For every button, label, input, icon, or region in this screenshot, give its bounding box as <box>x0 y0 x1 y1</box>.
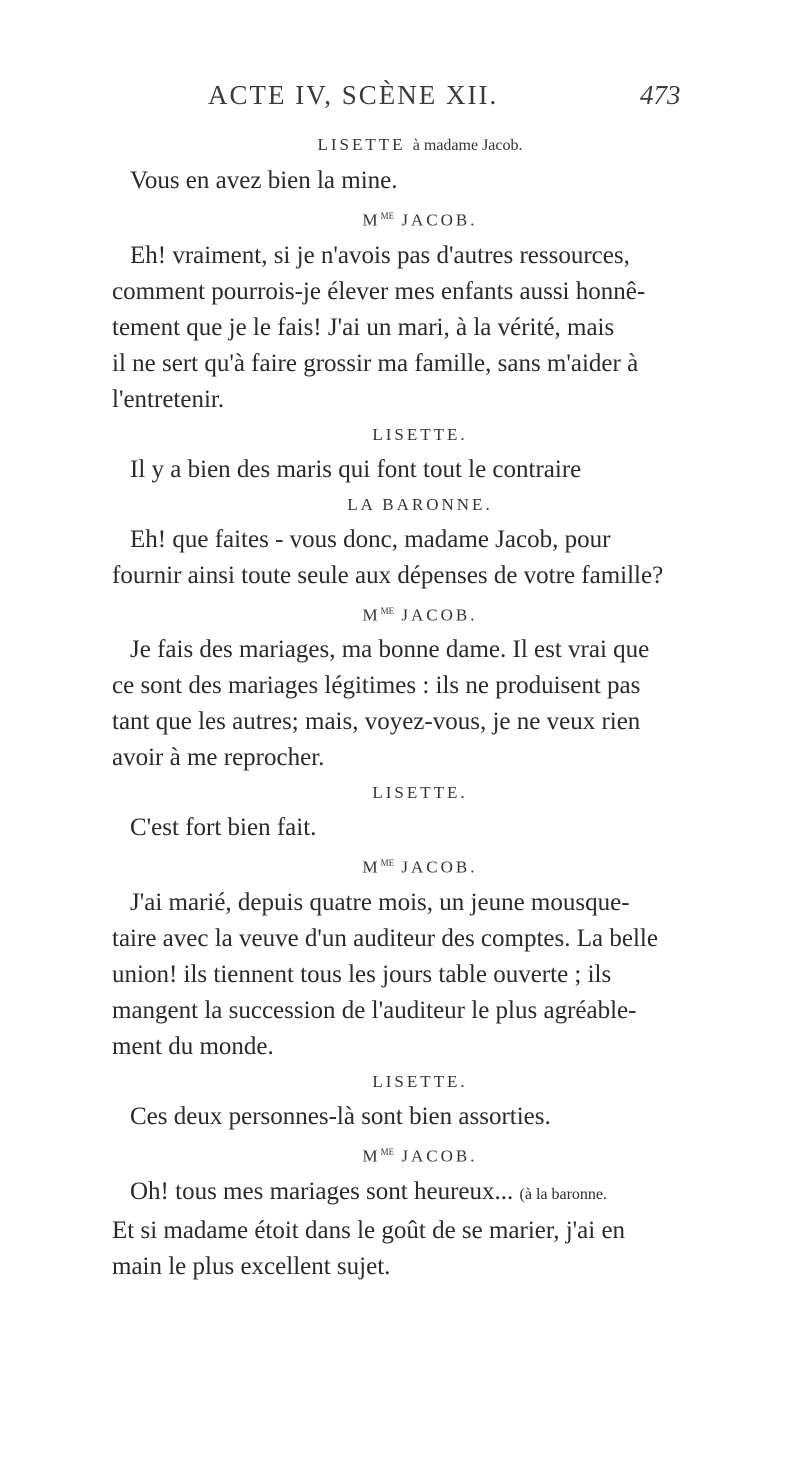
dialogue-line: C'est fort bien fait. <box>130 814 317 842</box>
dialogue-line: l'entretenir. <box>112 385 225 413</box>
speaker-name: LA BARONNE. <box>347 494 493 514</box>
running-head: ACTE IV, SCÈNE XII. <box>208 80 499 110</box>
dialogue-line: fournir ainsi toute seule aux dépenses de votre famille? <box>112 561 664 589</box>
dialogue-line: Il y a bien des maris qui font tout le contraire <box>130 455 582 483</box>
dialogue-line: Et si madame étoit dans le goût de se marier, j'ai en <box>112 1216 626 1244</box>
stage-direction: à madame Jacob. <box>412 137 523 154</box>
speaker-name: $M^{ME}$ JACOB. <box>362 210 478 230</box>
speaker-name: LISETTE. <box>372 424 468 444</box>
dialogue-line: Oh! tous mes mariages sont heureux... (à la baronne. <box>130 1177 608 1205</box>
dialogue-line: Vous en avez bien la mine. <box>130 167 398 194</box>
dialogue-line: Je fais des mariages, ma bonne dame. Il est vrai que <box>130 636 650 664</box>
dialogue-line: J'ai marié, depuis quatre mois, un jeune mousque- <box>130 888 630 916</box>
play-text <box>0 128 800 1285</box>
dialogue-line: taire avec la veuve d'un auditeur des comptes. La belle <box>112 924 658 952</box>
dialogue-line: ce sont des mariages légitimes : ils ne produisent pas <box>112 672 641 700</box>
dialogue-line: main le plus excellent sujet. <box>112 1252 391 1280</box>
dialogue-line: comment pourrois-je élever mes enfants aussi honnê- <box>112 277 646 305</box>
dialogue-line: ment du monde. <box>112 1032 274 1060</box>
dialogue-line: Eh! vraiment, si je n'avois pas d'autres ressources, <box>130 241 630 269</box>
speaker-name: $M^{ME}$ JACOB. <box>362 857 478 877</box>
speaker-name: $M^{ME}$ JACOB. <box>362 1146 478 1166</box>
dialogue-line: Ces deux personnes-là sont bien assorties. <box>130 1102 551 1130</box>
speaker-name: LISETTE à madame Jacob. <box>317 135 523 154</box>
dialogue-line: tement que je le fais! J'ai un mari, à la vérité, mais <box>112 313 615 341</box>
speaker-name: $M^{ME}$ JACOB. <box>362 605 478 625</box>
dialogue-line: mangent la succession de l'auditeur le plus agréable- <box>112 996 637 1024</box>
page-number: 473 <box>640 80 681 110</box>
dialogue-line: tant que les autres; mais, voyez-vous, je ne veux rien <box>112 708 641 736</box>
dialogue-line: il ne sert qu'à faire grossir ma famille, sans m'aider à <box>112 349 639 377</box>
dialogue-line: avoir à me reprocher. <box>112 744 325 772</box>
dialogue-line: union! ils tiennent tous les jours table ouverte ; ils <box>112 960 612 988</box>
speaker-name: LISETTE. <box>372 783 468 803</box>
stage-direction: (à la baronne. <box>519 1185 608 1203</box>
dialogue-line: Eh! que faites - vous donc, madame Jacob, pour <box>130 525 611 553</box>
page-header <box>0 80 800 116</box>
speaker-name: LISETTE. <box>372 1071 468 1091</box>
